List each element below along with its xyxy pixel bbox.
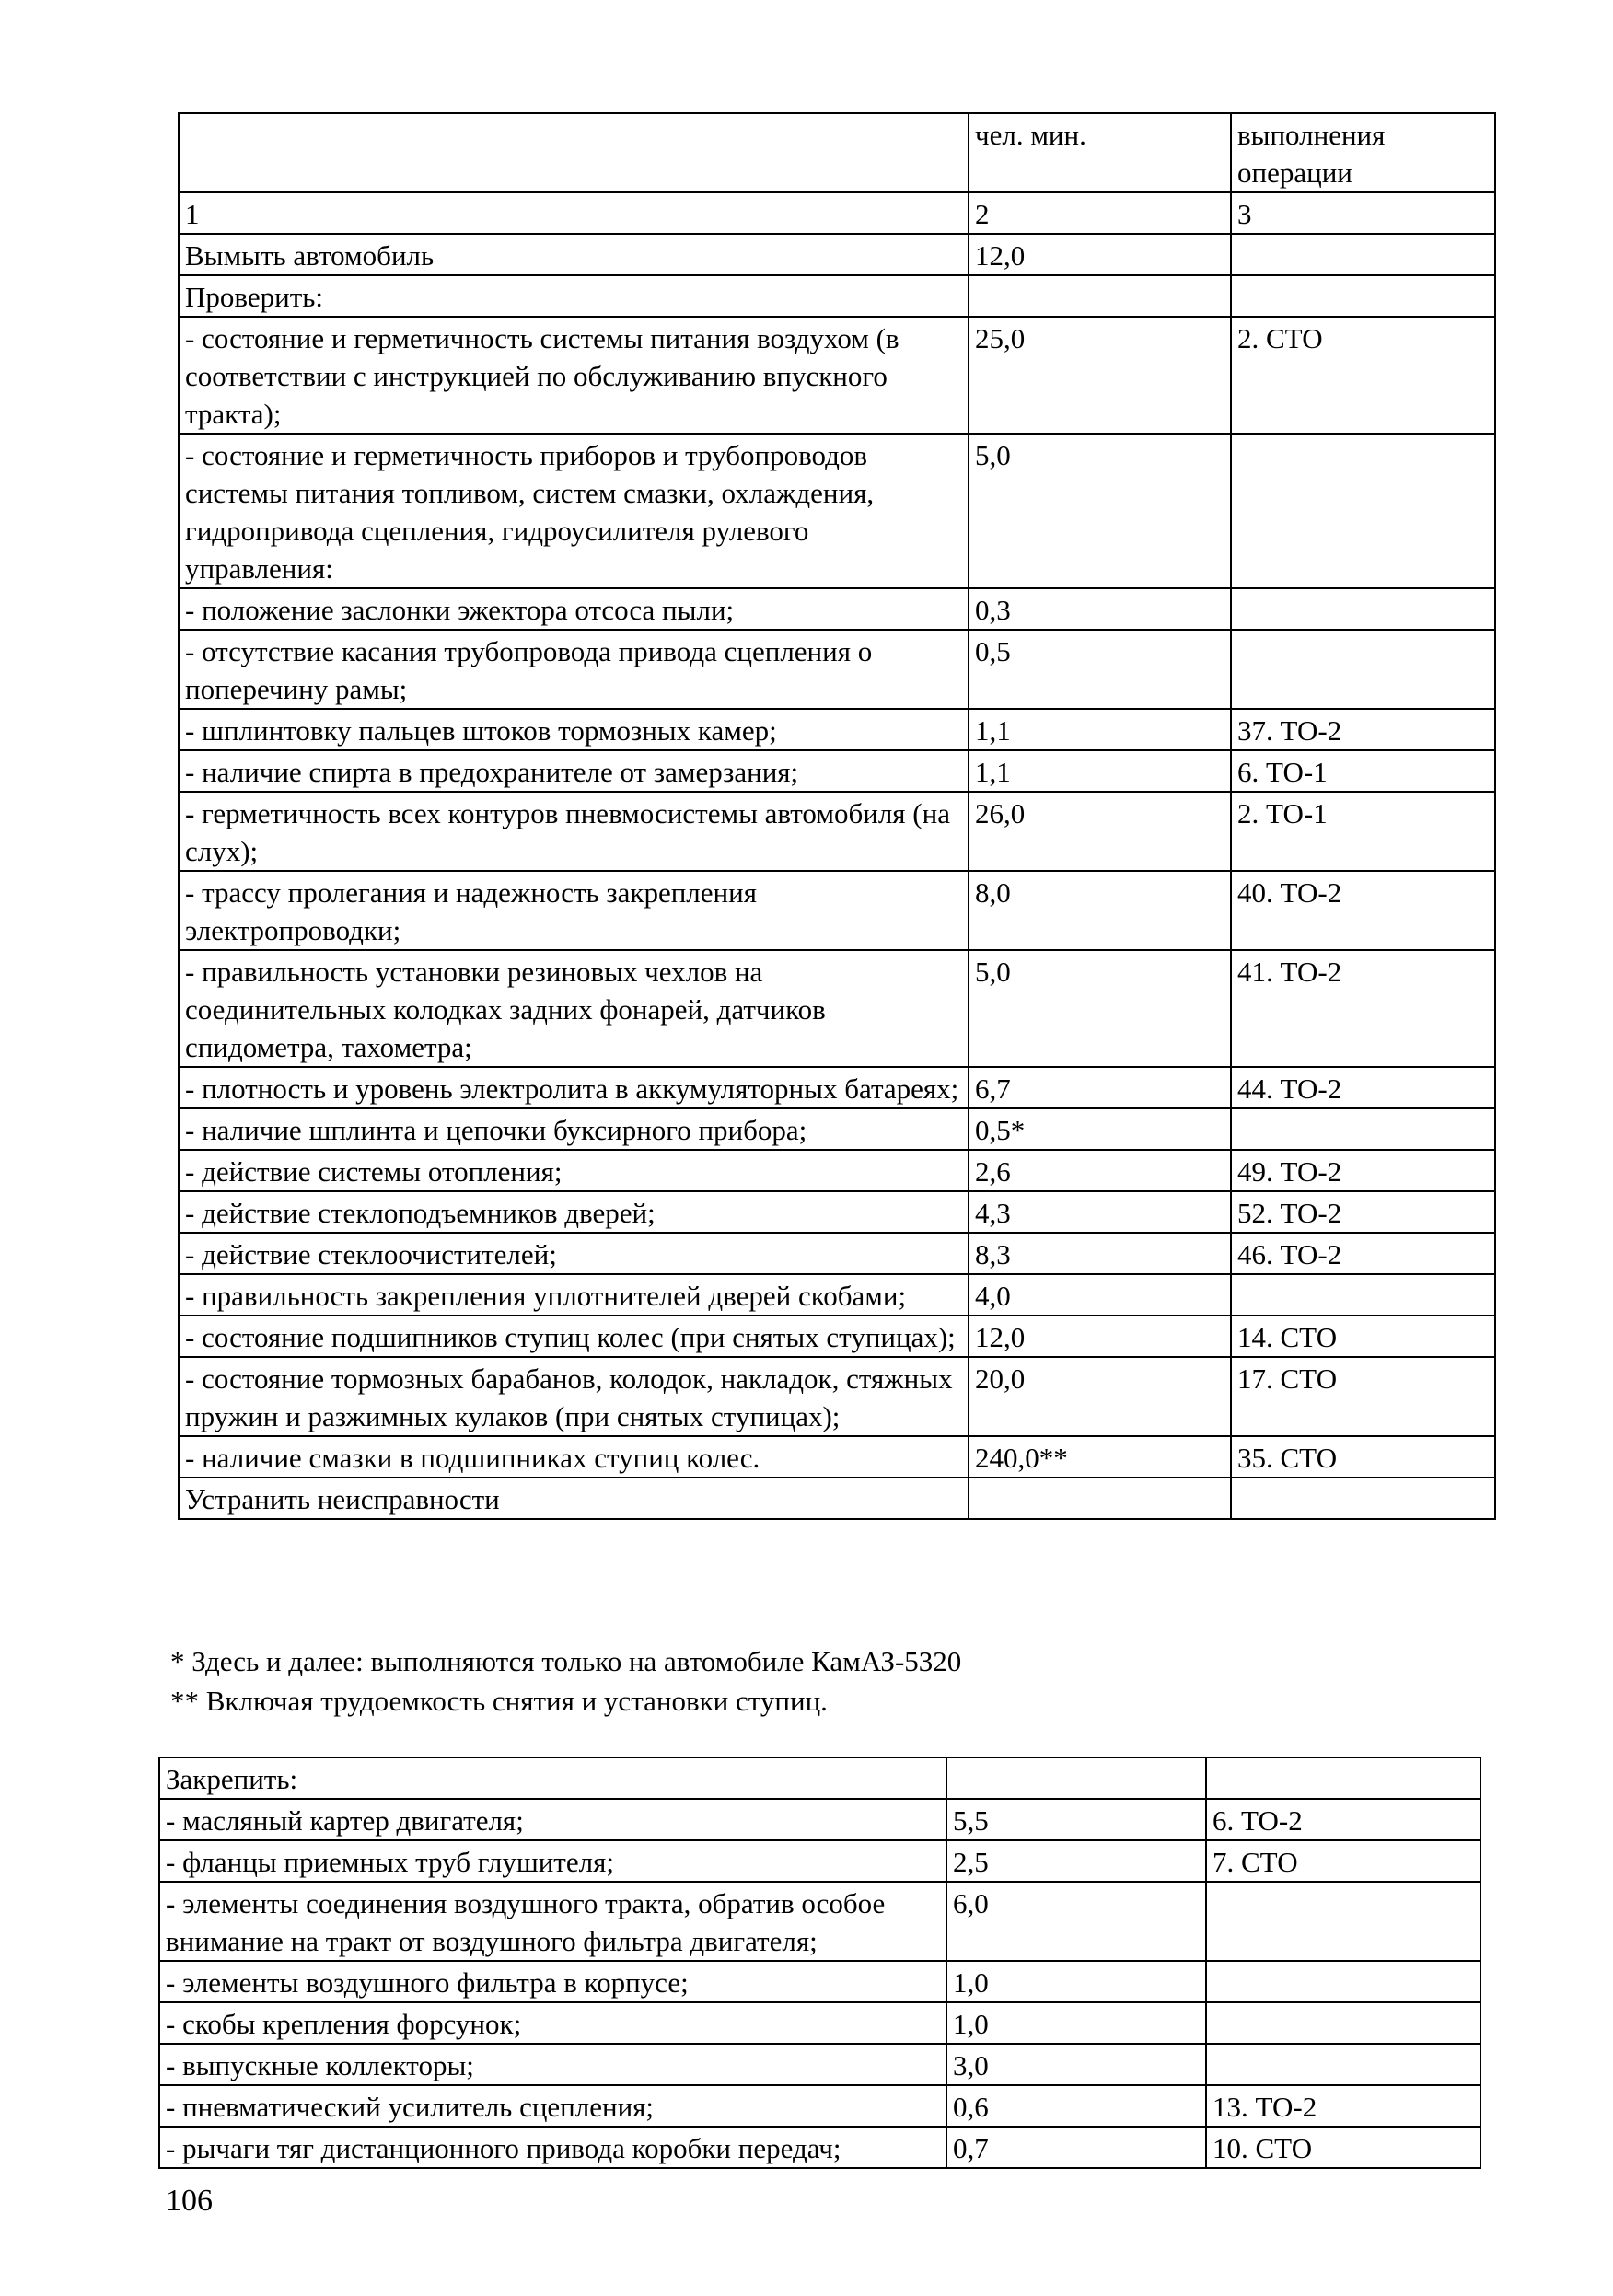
operation-cell: - скобы крепления форсунок;: [159, 2002, 946, 2044]
labor-time-cell: 12,0: [969, 234, 1231, 275]
footnote-double-asterisk: ** Включая трудоемкость снятия и установки ступиц.: [170, 1685, 828, 1717]
reference-cell: [1231, 1274, 1495, 1316]
reference-cell: 6. ТО-2: [1206, 1799, 1480, 1840]
table-row: [179, 1233, 1495, 1274]
table-numbering-row: [179, 192, 1495, 234]
reference-cell: [1206, 2002, 1480, 2044]
table-row: [159, 1882, 1480, 1961]
reference-cell: 14. СТО: [1231, 1316, 1495, 1357]
labor-time-cell: 25,0: [969, 317, 1231, 434]
table-row: [179, 1357, 1495, 1436]
reference-cell: [1206, 2044, 1480, 2085]
header-operation: [179, 113, 969, 192]
labor-time-cell: 1,0: [946, 2002, 1206, 2044]
operation-cell: Вымыть автомобиль: [179, 234, 969, 275]
labor-time-cell: 8,0: [969, 871, 1231, 950]
table-row: [179, 588, 1495, 630]
header-execution: выполнения операции: [1231, 113, 1495, 192]
operation-cell: - фланцы приемных труб глушителя;: [159, 1840, 946, 1882]
table-row: [159, 2002, 1480, 2044]
labor-time-cell: [969, 275, 1231, 317]
reference-cell: [1231, 1478, 1495, 1519]
labor-time-cell: 6,0: [946, 1882, 1206, 1961]
labor-time-cell: 5,5: [946, 1799, 1206, 1840]
labor-time-cell: 0,7: [946, 2127, 1206, 2168]
operation-cell: - пневматический усилитель сцепления;: [159, 2085, 946, 2127]
table-row: [179, 630, 1495, 709]
reference-cell: 35. СТО: [1231, 1436, 1495, 1478]
operation-cell: - действие системы отопления;: [179, 1150, 969, 1191]
table-row: [179, 1274, 1495, 1316]
reference-cell: 37. ТО-2: [1231, 709, 1495, 750]
table-row: [179, 950, 1495, 1067]
operation-cell: - состояние и герметичность системы питания воздухом (в соответствии с инструкцией по обслуживанию впускного тракта);: [179, 317, 969, 434]
operation-cell: - наличие шплинта и цепочки буксирного прибора;: [179, 1108, 969, 1150]
table-row: [159, 2044, 1480, 2085]
table-row: [179, 1191, 1495, 1233]
operation-cell: Устранить неисправности: [179, 1478, 969, 1519]
labor-time-cell: 0,3: [969, 588, 1231, 630]
reference-cell: 7. СТО: [1206, 1840, 1480, 1882]
table-row: [159, 2085, 1480, 2127]
table-row: [179, 1067, 1495, 1108]
labor-time-cell: 6,7: [969, 1067, 1231, 1108]
reference-cell: 10. СТО: [1206, 2127, 1480, 2168]
operation-cell: - состояние и герметичность приборов и трубопроводов системы питания топливом, систем смазки, охлаждения, гидропривода сцепления, гидроусилителя рулевого управления:: [179, 434, 969, 588]
labor-time-cell: 2,6: [969, 1150, 1231, 1191]
table-row: [179, 792, 1495, 871]
reference-cell: 2. СТО: [1231, 317, 1495, 434]
table-row: [179, 1316, 1495, 1357]
labor-time-cell: 1,1: [969, 709, 1231, 750]
reference-cell: [1206, 1757, 1480, 1799]
labor-time-cell: 0,5: [969, 630, 1231, 709]
operation-cell: - правильность закрепления уплотнителей дверей скобами;: [179, 1274, 969, 1316]
column-number-2: 2: [969, 192, 1231, 234]
table-row: [159, 1799, 1480, 1840]
reference-cell: 2. ТО-1: [1231, 792, 1495, 871]
operation-cell: Закрепить:: [159, 1757, 946, 1799]
maintenance-table-1: [178, 112, 1496, 1520]
labor-time-cell: 240,0**: [969, 1436, 1231, 1478]
table-row: [179, 1150, 1495, 1191]
labor-time-cell: 4,0: [969, 1274, 1231, 1316]
reference-cell: 40. ТО-2: [1231, 871, 1495, 950]
table-row: [179, 1436, 1495, 1478]
operation-cell: - элементы воздушного фильтра в корпусе;: [159, 1961, 946, 2002]
reference-cell: 44. ТО-2: [1231, 1067, 1495, 1108]
labor-time-cell: 5,0: [969, 434, 1231, 588]
reference-cell: [1231, 1108, 1495, 1150]
table-row: [179, 434, 1495, 588]
table-row: [159, 1757, 1480, 1799]
labor-time-cell: 5,0: [969, 950, 1231, 1067]
operation-cell: - положение заслонки эжектора отсоса пыли;: [179, 588, 969, 630]
operation-cell: - состояние тормозных барабанов, колодок, накладок, стяжных пружин и разжимных кулаков (при снятых ступицах);: [179, 1357, 969, 1436]
table-row: [159, 1961, 1480, 2002]
operation-cell: - элементы соединения воздушного тракта, обратив особое внимание на тракт от воздушного фильтра двигателя;: [159, 1882, 946, 1961]
reference-cell: 46. ТО-2: [1231, 1233, 1495, 1274]
operation-cell: - шплинтовку пальцев штоков тормозных камер;: [179, 709, 969, 750]
table-row: [159, 1840, 1480, 1882]
table-row: [179, 317, 1495, 434]
column-number-1: 1: [179, 192, 969, 234]
reference-cell: [1206, 1882, 1480, 1961]
operation-cell: - масляный картер двигателя;: [159, 1799, 946, 1840]
reference-cell: [1231, 630, 1495, 709]
operation-cell: - отсутствие касания трубопровода привода сцепления о поперечину рамы;: [179, 630, 969, 709]
operation-cell: - наличие спирта в предохранителе от замерзания;: [179, 750, 969, 792]
maintenance-table-2: [158, 1757, 1481, 2169]
table-row: [179, 871, 1495, 950]
table-row: [179, 1478, 1495, 1519]
labor-time-cell: 20,0: [969, 1357, 1231, 1436]
table-row: [179, 275, 1495, 317]
reference-cell: 17. СТО: [1231, 1357, 1495, 1436]
reference-cell: [1231, 234, 1495, 275]
reference-cell: 6. ТО-1: [1231, 750, 1495, 792]
operation-cell: Проверить:: [179, 275, 969, 317]
labor-time-cell: 3,0: [946, 2044, 1206, 2085]
operation-cell: - трассу пролегания и надежность закрепления электропроводки;: [179, 871, 969, 950]
footnote-single-asterisk: * Здесь и далее: выполняются только на автомобиле КамАЗ-5320: [170, 1645, 962, 1677]
labor-time-cell: [969, 1478, 1231, 1519]
reference-cell: 52. ТО-2: [1231, 1191, 1495, 1233]
table-row: [179, 1108, 1495, 1150]
labor-time-cell: 1,1: [969, 750, 1231, 792]
operation-cell: - наличие смазки в подшипниках ступиц колес.: [179, 1436, 969, 1478]
operation-cell: - плотность и уровень электролита в аккумуляторных батареях;: [179, 1067, 969, 1108]
labor-time-cell: 8,3: [969, 1233, 1231, 1274]
reference-cell: [1231, 275, 1495, 317]
labor-time-cell: 2,5: [946, 1840, 1206, 1882]
operation-cell: - действие стеклоочистителей;: [179, 1233, 969, 1274]
operation-cell: - правильность установки резиновых чехлов на соединительных колодках задних фонарей, датчиков спидометра, тахометра;: [179, 950, 969, 1067]
reference-cell: 41. ТО-2: [1231, 950, 1495, 1067]
table-row: [179, 709, 1495, 750]
column-number-3: 3: [1231, 192, 1495, 234]
reference-cell: [1206, 1961, 1480, 2002]
labor-time-cell: 12,0: [969, 1316, 1231, 1357]
labor-time-cell: 4,3: [969, 1191, 1231, 1233]
reference-cell: 49. ТО-2: [1231, 1150, 1495, 1191]
page-number: 106: [166, 2184, 213, 2218]
labor-time-cell: 0,6: [946, 2085, 1206, 2127]
operation-cell: - действие стеклоподъемников дверей;: [179, 1191, 969, 1233]
header-time: чел. мин.: [969, 113, 1231, 192]
table-row: [179, 234, 1495, 275]
operation-cell: - состояние подшипников ступиц колес (при снятых ступицах);: [179, 1316, 969, 1357]
reference-cell: [1231, 588, 1495, 630]
table-row: [159, 2127, 1480, 2168]
labor-time-cell: 26,0: [969, 792, 1231, 871]
reference-cell: 13. ТО-2: [1206, 2085, 1480, 2127]
labor-time-cell: [946, 1757, 1206, 1799]
reference-cell: [1231, 434, 1495, 588]
operation-cell: - выпускные коллекторы;: [159, 2044, 946, 2085]
labor-time-cell: 0,5*: [969, 1108, 1231, 1150]
labor-time-cell: 1,0: [946, 1961, 1206, 2002]
table-header-row: [179, 113, 1495, 192]
operation-cell: - герметичность всех контуров пневмосистемы автомобиля (на слух);: [179, 792, 969, 871]
operation-cell: - рычаги тяг дистанционного привода коробки передач;: [159, 2127, 946, 2168]
table-row: [179, 750, 1495, 792]
